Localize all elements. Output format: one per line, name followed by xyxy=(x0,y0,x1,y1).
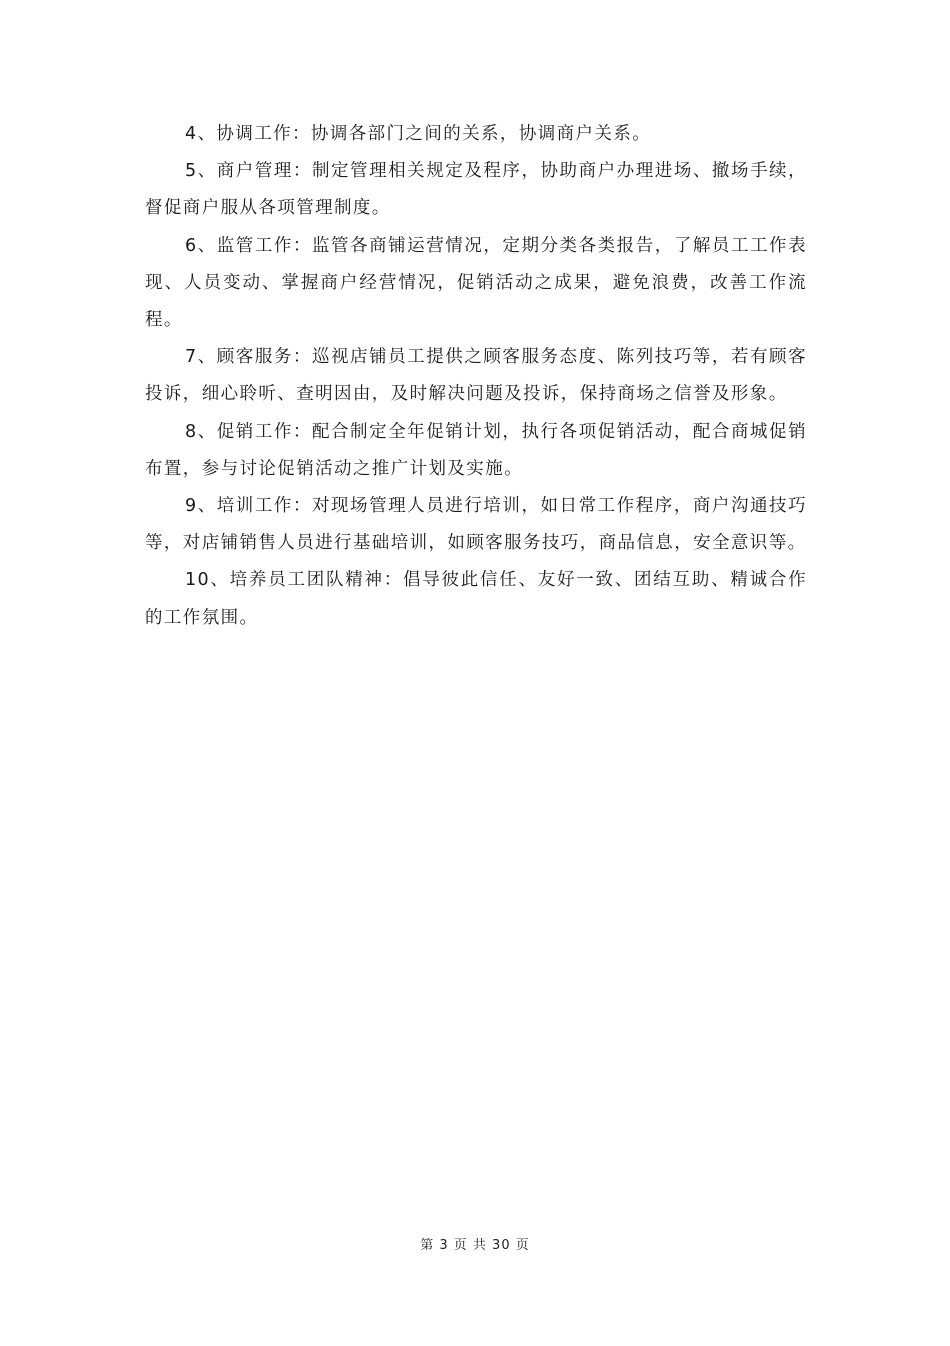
paragraph-merchant-management: 5、商户管理：制定管理相关规定及程序，协助商户办理进场、撤场手续，督促商户服从各项管理制度。 xyxy=(145,161,807,219)
paragraph-training: 9、培训工作：对现场管理人员进行培训，如日常工作程序，商户沟通技巧等，对店铺销售人员进行基础培训，如顾客服务技巧，商品信息，安全意识等。 xyxy=(145,496,807,554)
document-body xyxy=(145,116,807,637)
paragraph-customer-service: 7、顾客服务：巡视店铺员工提供之顾客服务态度、陈列技巧等，若有顾客投诉，细心聆听、查明因由，及时解决问题及投诉，保持商场之信誉及形象。 xyxy=(145,347,807,405)
paragraph-team-spirit: 10、培养员工团队精神：倡导彼此信任、友好一致、团结互助、精诚合作的工作氛围。 xyxy=(145,570,807,628)
page-number-label: 第 3 页 共 30 页 xyxy=(420,1238,530,1253)
paragraph-promotion: 8、促销工作：配合制定全年促销计划，执行各项促销活动，配合商城促销布置，参与讨论促销活动之推广计划及实施。 xyxy=(145,421,807,479)
paragraph-coordination: 4、协调工作：协调各部门之间的关系，协调商户关系。 xyxy=(185,124,652,144)
paragraph-supervision: 6、监管工作：监管各商铺运营情况，定期分类各类报告，了解员工工作表现、人员变动、掌握商户经营情况，促销活动之成果，避免浪费，改善工作流程。 xyxy=(145,235,807,331)
page-footer xyxy=(0,1236,950,1256)
